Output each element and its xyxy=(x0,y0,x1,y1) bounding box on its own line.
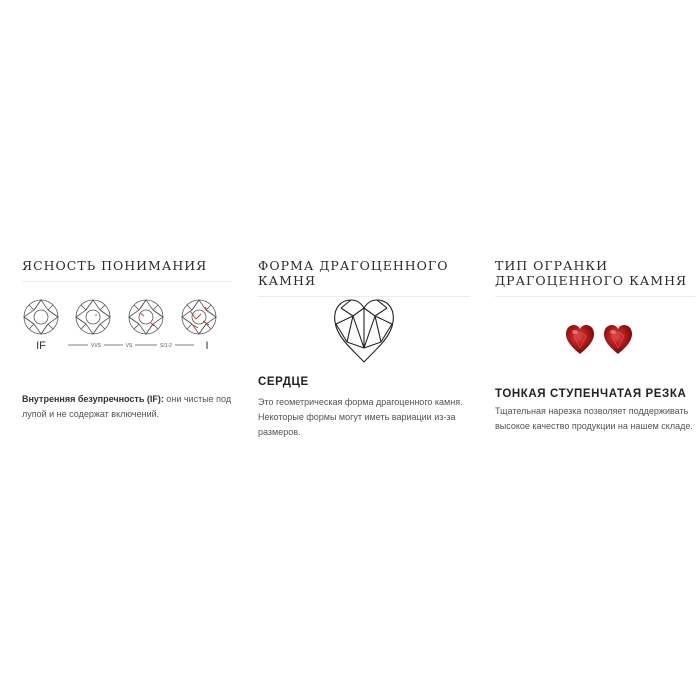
clarity-heading: ЯСНОСТЬ ПОНИМАНИЯ xyxy=(22,258,208,273)
shape-divider xyxy=(258,296,470,297)
scale-mark-vvs: VVS xyxy=(90,343,102,349)
ruby-heart-left-icon xyxy=(566,325,594,354)
diamond-vvs-icon xyxy=(76,300,110,334)
cut-title: ТОНКАЯ СТУПЕНЧАТАЯ РЕЗКА xyxy=(495,388,687,400)
scale-label-i: I xyxy=(205,340,209,352)
cut-description: Тщательная нарезка позволяет поддерживать высокое качество продукции на нашем складе. xyxy=(495,406,693,431)
diamond-i-icon xyxy=(182,300,216,334)
scale-label-if: IF xyxy=(36,340,46,352)
heart-outline-icon xyxy=(333,298,395,364)
scale-mark-vs: VS xyxy=(125,343,133,349)
diamond-if-icon xyxy=(24,300,58,334)
clarity-scale-graphic xyxy=(22,298,237,370)
diamond-vs-icon xyxy=(129,300,163,334)
ruby-hearts-image xyxy=(565,324,635,356)
ruby-heart-right-icon xyxy=(604,325,632,354)
clarity-term: Внутренняя безупречность (IF): xyxy=(22,394,164,404)
clarity-description xyxy=(22,392,234,422)
clarity-divider xyxy=(22,281,232,282)
scale-mark-si: SI1-2 xyxy=(160,343,172,349)
cut-divider xyxy=(495,296,695,297)
cut-section xyxy=(495,258,695,431)
shape-description: Это геометрическая форма драгоценного камня. Некоторые формы могут иметь вариации из-за размеров. xyxy=(258,397,463,437)
shape-heading: ФОРМА ДРАГОЦЕННОГО КАМНЯ xyxy=(258,258,449,288)
cut-heading: ТИП ОГРАНКИ ДРАГОЦЕННОГО КАМНЯ xyxy=(495,258,688,288)
shape-title: СЕРДЦЕ xyxy=(258,376,309,388)
clarity-text: они чистые под лупой и не содержат включений. xyxy=(22,394,232,419)
clarity-section xyxy=(22,258,232,419)
shape-section xyxy=(258,258,470,437)
